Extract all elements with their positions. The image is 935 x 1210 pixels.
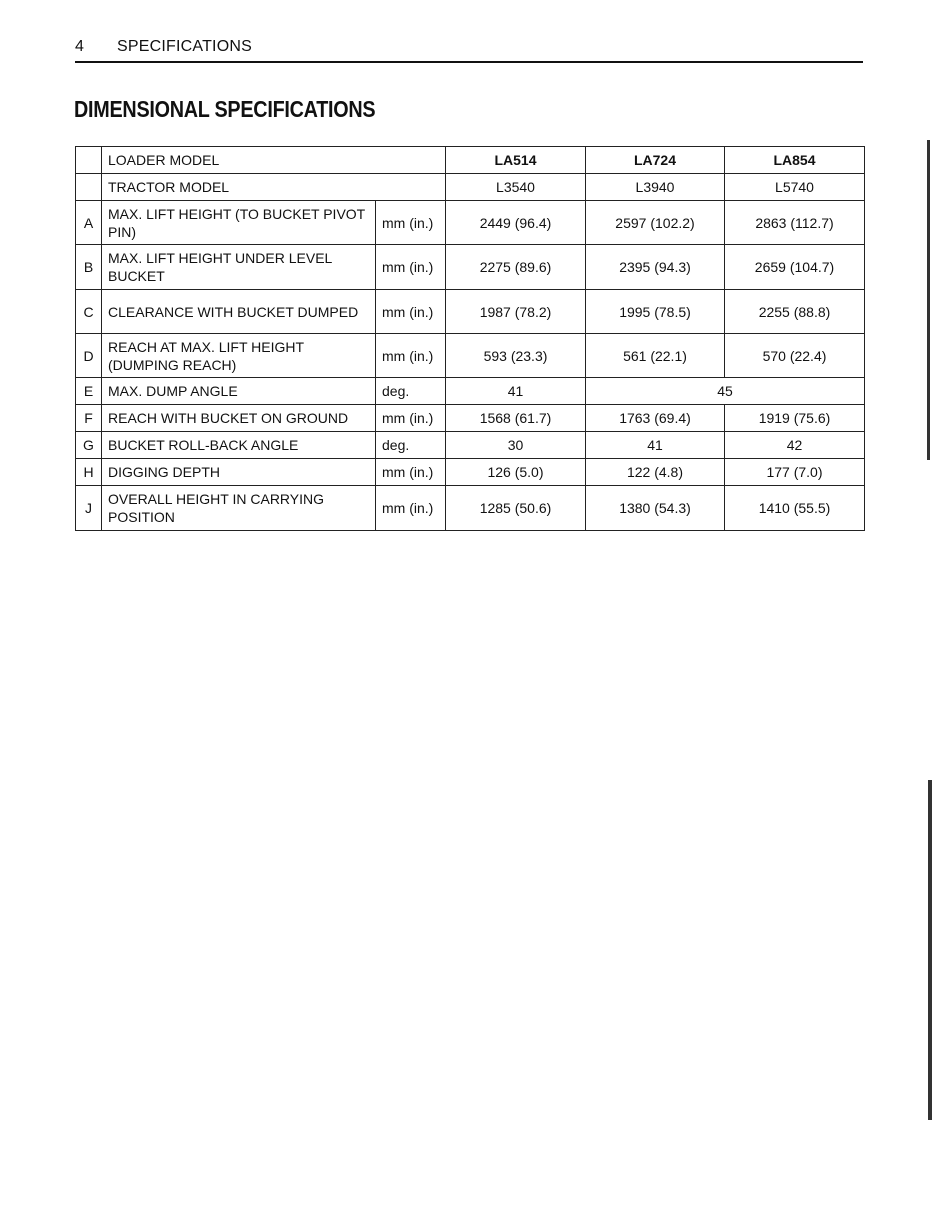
scan-edge-mark [928, 780, 932, 1120]
row-label: MAX. LIFT HEIGHT (TO BUCKET PIVOT PIN) [102, 201, 376, 245]
row-letter: D [76, 334, 102, 378]
value-cell: 2395 (94.3) [586, 245, 725, 290]
loader-model-header: LA854 [725, 147, 865, 174]
value-cell: 2597 (102.2) [586, 201, 725, 245]
row-unit: mm (in.) [376, 486, 446, 531]
row-letter: F [76, 405, 102, 432]
row-letter: C [76, 290, 102, 334]
row-unit: mm (in.) [376, 405, 446, 432]
row-label: BUCKET ROLL-BACK ANGLE [102, 432, 376, 459]
value-cell: 2275 (89.6) [446, 245, 586, 290]
scan-edge-mark [927, 140, 930, 460]
table-row [76, 459, 865, 486]
row-letter: E [76, 378, 102, 405]
value-cell: 561 (22.1) [586, 334, 725, 378]
header-rule [75, 61, 863, 63]
value-cell: 42 [725, 432, 865, 459]
value-cell: 41 [446, 378, 586, 405]
value-cell: 1380 (54.3) [586, 486, 725, 531]
value-cell: 126 (5.0) [446, 459, 586, 486]
loader-model-header: LA514 [446, 147, 586, 174]
page-title: DIMENSIONAL SPECIFICATIONS [74, 96, 376, 122]
table-corner-cell [76, 174, 102, 201]
tractor-model-cell: L3540 [446, 174, 586, 201]
value-cell: 1410 (55.5) [725, 486, 865, 531]
value-cell: 2255 (88.8) [725, 290, 865, 334]
table-row [76, 201, 865, 245]
table-row [76, 405, 865, 432]
row-unit: mm (in.) [376, 334, 446, 378]
value-cell: 593 (23.3) [446, 334, 586, 378]
row-unit: mm (in.) [376, 201, 446, 245]
tractor-model-label: TRACTOR MODEL [102, 174, 446, 201]
value-cell: 30 [446, 432, 586, 459]
row-unit: mm (in.) [376, 459, 446, 486]
value-cell: 2659 (104.7) [725, 245, 865, 290]
table-row [76, 486, 865, 531]
table-row [76, 432, 865, 459]
page-header [75, 38, 252, 56]
table-row [76, 334, 865, 378]
row-label: CLEARANCE WITH BUCKET DUMPED [102, 290, 376, 334]
value-cell: 1919 (75.6) [725, 405, 865, 432]
row-label: DIGGING DEPTH [102, 459, 376, 486]
dimensional-spec-table [75, 146, 865, 531]
value-cell: 41 [586, 432, 725, 459]
value-cell-merged: 45 [586, 378, 865, 405]
section-title: SPECIFICATIONS [117, 38, 252, 55]
row-label: REACH AT MAX. LIFT HEIGHT (DUMPING REACH) [102, 334, 376, 378]
row-unit: deg. [376, 378, 446, 405]
page-number: 4 [75, 38, 85, 55]
value-cell: 1568 (61.7) [446, 405, 586, 432]
table-row [76, 378, 865, 405]
row-letter: B [76, 245, 102, 290]
value-cell: 1995 (78.5) [586, 290, 725, 334]
value-cell: 2863 (112.7) [725, 201, 865, 245]
value-cell: 177 (7.0) [725, 459, 865, 486]
row-letter: G [76, 432, 102, 459]
row-label: MAX. DUMP ANGLE [102, 378, 376, 405]
table-corner-cell [76, 147, 102, 174]
row-letter: J [76, 486, 102, 531]
row-letter: H [76, 459, 102, 486]
row-label: REACH WITH BUCKET ON GROUND [102, 405, 376, 432]
table-row [76, 245, 865, 290]
row-unit: mm (in.) [376, 245, 446, 290]
value-cell: 122 (4.8) [586, 459, 725, 486]
row-unit: mm (in.) [376, 290, 446, 334]
value-cell: 1285 (50.6) [446, 486, 586, 531]
table-row [76, 290, 865, 334]
tractor-model-row [76, 174, 865, 201]
loader-model-header: LA724 [586, 147, 725, 174]
loader-model-row [76, 147, 865, 174]
value-cell: 1763 (69.4) [586, 405, 725, 432]
row-label: OVERALL HEIGHT IN CARRYING POSITION [102, 486, 376, 531]
value-cell: 1987 (78.2) [446, 290, 586, 334]
tractor-model-cell: L3940 [586, 174, 725, 201]
row-letter: A [76, 201, 102, 245]
value-cell: 570 (22.4) [725, 334, 865, 378]
loader-model-label: LOADER MODEL [102, 147, 446, 174]
row-label: MAX. LIFT HEIGHT UNDER LEVEL BUCKET [102, 245, 376, 290]
value-cell: 2449 (96.4) [446, 201, 586, 245]
row-unit: deg. [376, 432, 446, 459]
tractor-model-cell: L5740 [725, 174, 865, 201]
